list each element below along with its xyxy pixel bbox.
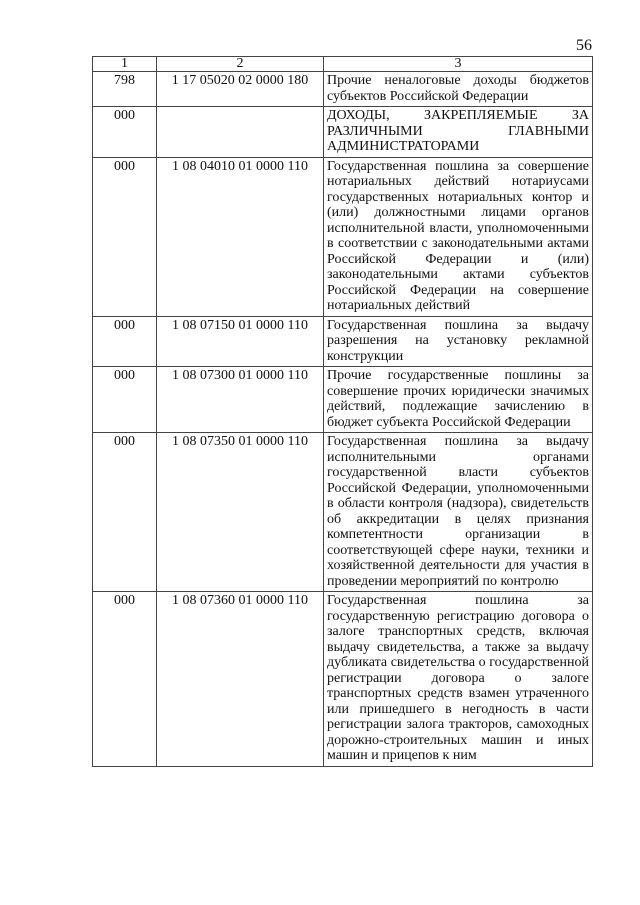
budget-code-cell xyxy=(157,107,324,158)
table-row xyxy=(93,72,593,107)
table-row xyxy=(93,367,593,433)
admin-code-cell: 000 xyxy=(93,316,157,367)
admin-code-cell: 000 xyxy=(93,107,157,158)
admin-code-cell: 000 xyxy=(93,433,157,592)
admin-code-cell: 000 xyxy=(93,157,157,316)
column-header-1: 1 xyxy=(93,57,157,72)
column-header-2: 2 xyxy=(157,57,324,72)
budget-code-cell: 1 08 04010 01 0000 110 xyxy=(157,157,324,316)
table-header-row xyxy=(93,57,593,72)
admin-code-cell: 798 xyxy=(93,72,157,107)
table-row xyxy=(93,592,593,767)
revenue-name-cell: Прочие неналоговые доходы бюджетов субъектов Российской Федерации xyxy=(324,72,593,107)
table-row xyxy=(93,157,593,316)
page-number: 56 xyxy=(576,37,592,54)
budget-code-cell: 1 08 07300 01 0000 110 xyxy=(157,367,324,433)
table-body xyxy=(93,72,593,767)
revenue-name-cell: Прочие государственные пошлины за совершение прочих юридически значимых действий, подлежащие зачислению в бюджет субъекта Российской Федерации xyxy=(324,367,593,433)
budget-code-cell: 1 17 05020 02 0000 180 xyxy=(157,72,324,107)
budget-code-cell: 1 08 07350 01 0000 110 xyxy=(157,433,324,592)
revenue-name-cell: Государственная пошлина за совершение нотариальных действий нотариусами государственных нотариальных контор и (или) должностными лицами органов исполнительной власти, уполномоченными в соответствии с законодательными актами Российской Федерации и (или) законодательными актами субъектов Российской Федерации на совершение нотариальных действий xyxy=(324,157,593,316)
column-header-3: 3 xyxy=(324,57,593,72)
admin-code-cell: 000 xyxy=(93,367,157,433)
table-row xyxy=(93,433,593,592)
table-row xyxy=(93,316,593,367)
budget-code-cell: 1 08 07150 01 0000 110 xyxy=(157,316,324,367)
revenue-name-cell: Государственная пошлина за выдачу исполнительными органами государственной власти субъектов Российской Федерации, уполномоченными в области контроля (надзора), свидетельств об аккредитации в целях признания компетентности организации в соответствующей сфере науки, техники и хозяйственной деятельности для участия в проведении мероприятий по контролю xyxy=(324,433,593,592)
revenue-name-cell: Государственная пошлина за государственную регистрацию договора о залоге транспортных средств, включая выдачу свидетельства, а также за выдачу дубликата свидетельства о государственной регистрации договора о залоге транспортных средств взамен утраченного или пришедшего в негодность в части регистрации залога тракторов, самоходных дорожно-строительных машин и иных машин и прицепов к ним xyxy=(324,592,593,767)
admin-code-cell: 000 xyxy=(93,592,157,767)
revenue-name-cell: Государственная пошлина за выдачу разрешения на установку рекламной конструкции xyxy=(324,316,593,367)
revenue-codes-table xyxy=(92,56,593,767)
table-row xyxy=(93,107,593,158)
revenue-name-cell: ДОХОДЫ, ЗАКРЕПЛЯЕМЫЕ ЗА РАЗЛИЧНЫМИ ГЛАВНЫМИ АДМИНИСТРАТОРАМИ xyxy=(324,107,593,158)
budget-code-cell: 1 08 07360 01 0000 110 xyxy=(157,592,324,767)
